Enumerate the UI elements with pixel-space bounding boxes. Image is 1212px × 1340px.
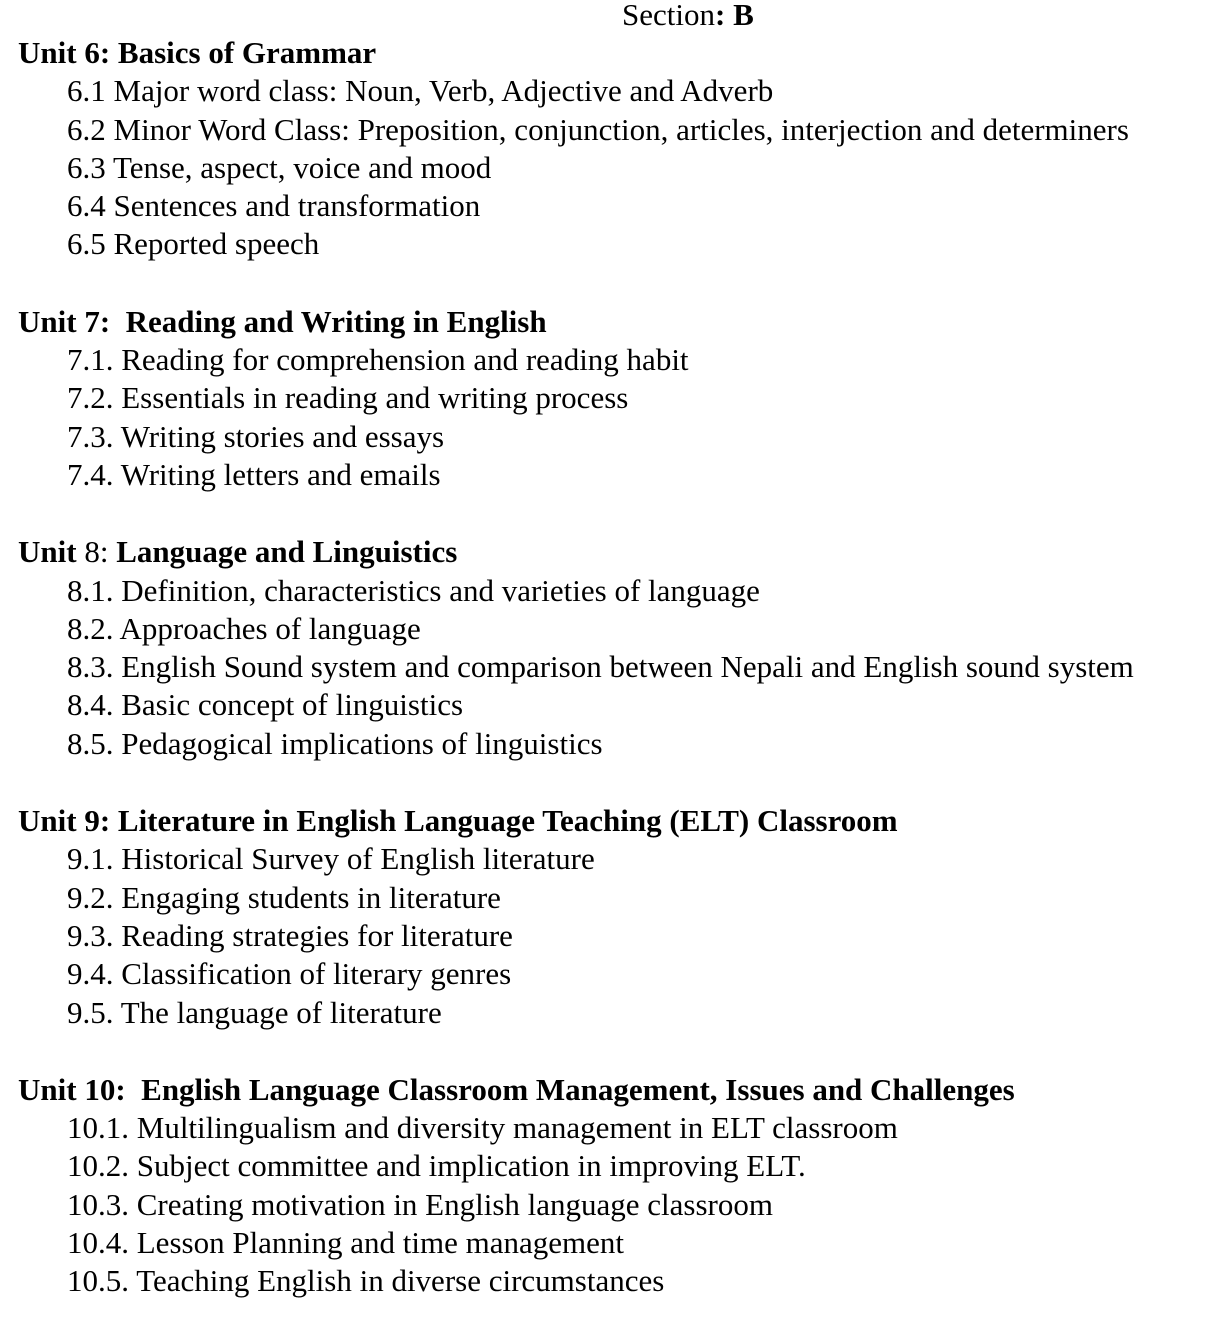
unit-7	[18, 303, 1212, 494]
list-item: 6.5 Reported speech	[67, 226, 320, 262]
list-item: 9.3. Reading strategies for literature	[67, 917, 513, 953]
list-item: 10.3. Creating motivation in English language classroom	[67, 1186, 773, 1222]
unit-list	[18, 34, 1212, 1340]
list-item: 6.3 Tense, aspect, voice and mood	[67, 149, 492, 185]
unit-8	[18, 533, 1212, 763]
unit-heading	[18, 34, 1212, 72]
unit-prefix: Unit 7:	[18, 303, 126, 339]
list-item: 8.1. Definition, characteristics and varieties of language	[67, 572, 760, 608]
unit-prefix: Unit 9:	[18, 803, 118, 839]
unit-heading	[18, 303, 1212, 341]
list-item: 8.4. Basic concept of linguistics	[67, 687, 464, 723]
list-item: 6.1 Major word class: Noun, Verb, Adjective and Adverb	[67, 73, 774, 109]
list-item: 7.1. Reading for comprehension and reading habit	[67, 342, 689, 378]
list-item: 9.1. Historical Survey of English literature	[67, 841, 595, 877]
unit-prefix-word: Unit	[18, 534, 85, 570]
unit-prefix: Unit 6:	[18, 35, 118, 70]
list-item: 10.2. Subject committee and implication in improving ELT.	[67, 1148, 806, 1184]
section-value: : B	[715, 0, 754, 32]
unit-6	[18, 34, 1212, 264]
section-heading	[622, 0, 754, 34]
unit-heading	[18, 1071, 1212, 1109]
section-label: Section	[622, 0, 715, 32]
unit-title: Literature in English Language Teaching (ELT) Classroom	[117, 803, 898, 839]
unit-title: Language and Linguistics	[116, 534, 458, 570]
list-item: 7.3. Writing stories and essays	[67, 418, 445, 454]
list-item: 9.2. Engaging students in literature	[67, 879, 501, 915]
unit-prefix: Unit 10:	[18, 1071, 142, 1107]
unit-9	[18, 802, 1212, 1032]
unit-heading	[18, 802, 1212, 840]
unit-title: English Language Classroom Management, Issues and Challenges	[141, 1071, 1015, 1107]
list-item: 10.5. Teaching English in diverse circumstances	[67, 1263, 665, 1299]
unit-prefix-number: 8:	[84, 534, 117, 570]
unit-title: Basics of Grammar	[117, 35, 377, 70]
list-item: 6.2 Minor Word Class: Preposition, conjunction, articles, interjection and determiners	[67, 111, 1129, 147]
list-item: 8.5. Pedagogical implications of linguistics	[67, 725, 603, 761]
list-item: 8.2. Approaches of language	[67, 610, 421, 646]
list-item: 8.3. English Sound system and comparison between Nepali and English sound system	[67, 649, 1134, 685]
unit-10	[18, 1071, 1212, 1301]
list-item: 7.4. Writing letters and emails	[67, 456, 441, 492]
unit-heading	[18, 533, 1212, 571]
list-item: 7.2. Essentials in reading and writing process	[67, 380, 629, 416]
list-item: 9.5. The language of literature	[67, 994, 442, 1030]
list-item: 10.4. Lesson Planning and time management	[67, 1225, 625, 1261]
list-item: 9.4. Classification of literary genres	[67, 956, 512, 992]
list-item: 6.4 Sentences and transformation	[67, 188, 481, 224]
list-item: 10.1. Multilingualism and diversity management in ELT classroom	[67, 1110, 898, 1146]
unit-title: Reading and Writing in English	[125, 303, 547, 339]
